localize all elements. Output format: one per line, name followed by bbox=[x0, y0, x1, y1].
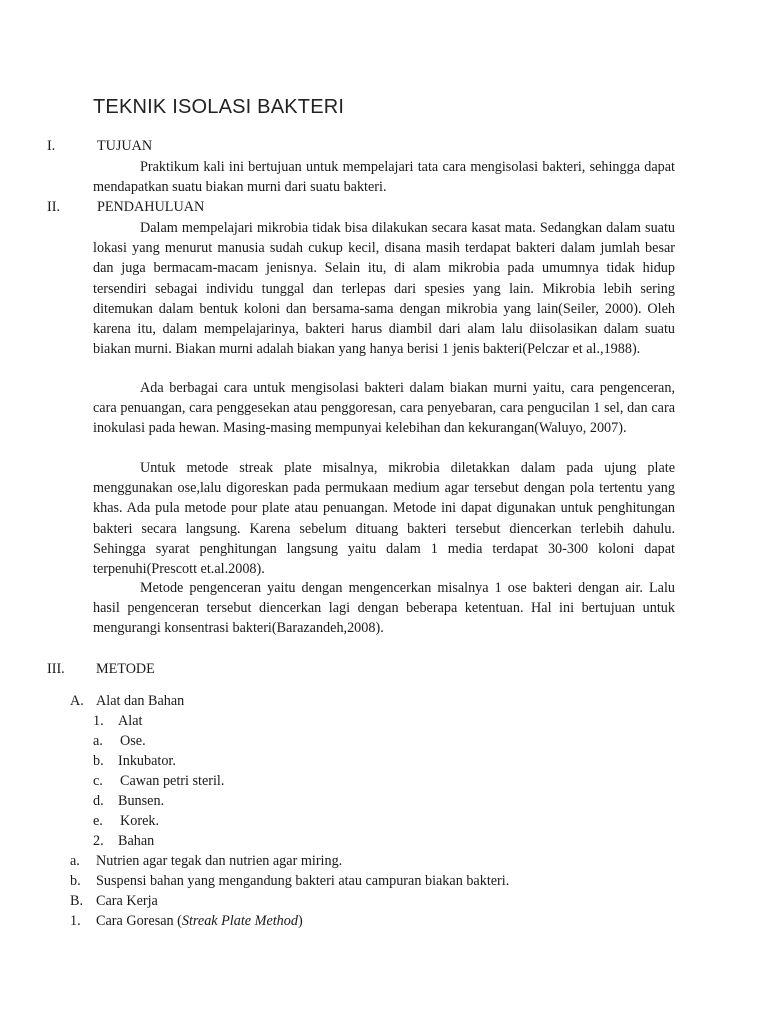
tujuan-paragraph: Praktikum kali ini bertujuan untuk mempelajari tata cara mengisolasi bakteri, sehingga dapat mendapatkan suatu biakan murni dari suatu bakteri. bbox=[93, 159, 675, 196]
alat-item: Ose. bbox=[120, 733, 146, 749]
pendahuluan-paragraph-4: Metode pengenceran yaitu dengan mengencerkan misalnya 1 ose bakteri dengan air. Lalu hasil pengenceran tersebut diencerkan lagi dengan beberapa ketentuan. Hal ini bertujuan untuk mengurangi konsentrasi bakteri(Barazandeh,2008). bbox=[93, 580, 675, 637]
alat-item: Bunsen. bbox=[118, 793, 165, 809]
alat-item: Inkubator. bbox=[118, 753, 176, 769]
document-title: TEKNIK ISOLASI BAKTERI bbox=[93, 96, 345, 118]
bahan-item: Nutrien agar tegak dan nutrien agar miring. bbox=[96, 853, 343, 869]
list-marker: 1. bbox=[93, 713, 104, 729]
cara-kerja-heading: Cara Kerja bbox=[96, 893, 158, 909]
pendahuluan-paragraph-1: Dalam mempelajari mikrobia tidak bisa dilakukan secara kasat mata. Sedangkan dalam suatu lokasi yang menurut manusia sudah cukup kecil, disana masih terdapat bakteri dalam jumlah besar dan juga bermacam-macam jenisnya. Selain itu, di alam mikrobia pada umumnya tidak hidup tersendiri sebagai individu tunggal dan terlepas dari spesies yang lain. Mikrobia lebih sering ditemukan dalam bentuk koloni dan bersama-sama dengan mikrobia yang lain(Seiler, 2000). Oleh karena itu, dalam mempelajarinya, bakteri harus diambil dari alam lalu diisolasikan dalam suatu biakan murni. Biakan murni adalah biakan yang hanya berisi 1 jenis bakteri(Pelczar et al.,1988). bbox=[93, 220, 675, 358]
list-marker: 1. bbox=[70, 913, 81, 929]
cara-goresan-line bbox=[96, 913, 303, 930]
list-marker: b. bbox=[93, 753, 104, 769]
cara-goresan-prefix: Cara Goresan ( bbox=[96, 913, 182, 929]
section-number-metode: III. bbox=[47, 661, 65, 677]
list-marker: b. bbox=[70, 873, 81, 889]
alat-heading: Alat bbox=[118, 713, 143, 729]
list-marker: A. bbox=[70, 693, 84, 709]
list-marker: d. bbox=[93, 793, 104, 809]
pendahuluan-paragraph-2: Ada berbagai cara untuk mengisolasi bakteri dalam biakan murni yaitu, cara pengenceran, cara penuangan, cara penggesekan atau penggoresan, cara penyebaran, cara pengucilan 1 sel, dan cara inokulasi pada hewan. Masing-masing mempunyai kelebihan dan kekurangan(Waluyo, 2007). bbox=[93, 380, 675, 437]
cara-goresan-italic: Streak Plate Method bbox=[181, 913, 298, 929]
list-marker: c. bbox=[93, 773, 103, 789]
list-marker: 2. bbox=[93, 833, 104, 849]
section-heading-metode: METODE bbox=[96, 661, 155, 677]
bahan-item: Suspensi bahan yang mengandung bakteri atau campuran biakan bakteri. bbox=[96, 873, 510, 889]
alat-dan-bahan-heading: Alat dan Bahan bbox=[96, 693, 185, 709]
list-marker: a. bbox=[93, 733, 103, 749]
section-heading-tujuan: TUJUAN bbox=[97, 138, 153, 154]
section-number-pendahuluan: II. bbox=[47, 199, 60, 215]
cara-goresan-suffix: ) bbox=[297, 913, 303, 929]
list-marker: e. bbox=[93, 813, 103, 829]
section-heading-pendahuluan: PENDAHULUAN bbox=[97, 199, 205, 215]
alat-item: Cawan petri steril. bbox=[120, 773, 225, 789]
bahan-heading: Bahan bbox=[118, 833, 155, 849]
list-marker: B. bbox=[70, 893, 84, 909]
alat-item: Korek. bbox=[120, 813, 160, 829]
list-marker: a. bbox=[70, 853, 80, 869]
pendahuluan-paragraph-3: Untuk metode streak plate misalnya, mikrobia diletakkan dalam pada ujung plate menggunakan ose,lalu digoreskan pada permukaan medium agar tersebut dengan pola tertentu yang khas. Ada pula metode pour plate atau penuangan. Metode ini dapat digunakan untuk penghitungan bakteri secara langsung. Karena sebelum dituang bakteri tersebut diencerkan terlebih dahulu. Sehingga syarat penghitungan langsung yaitu dalam 1 media terdapat 30-300 koloni dapat terpenuhi(Prescott et.al.2008). bbox=[93, 460, 675, 578]
section-number-tujuan: I. bbox=[47, 138, 56, 154]
